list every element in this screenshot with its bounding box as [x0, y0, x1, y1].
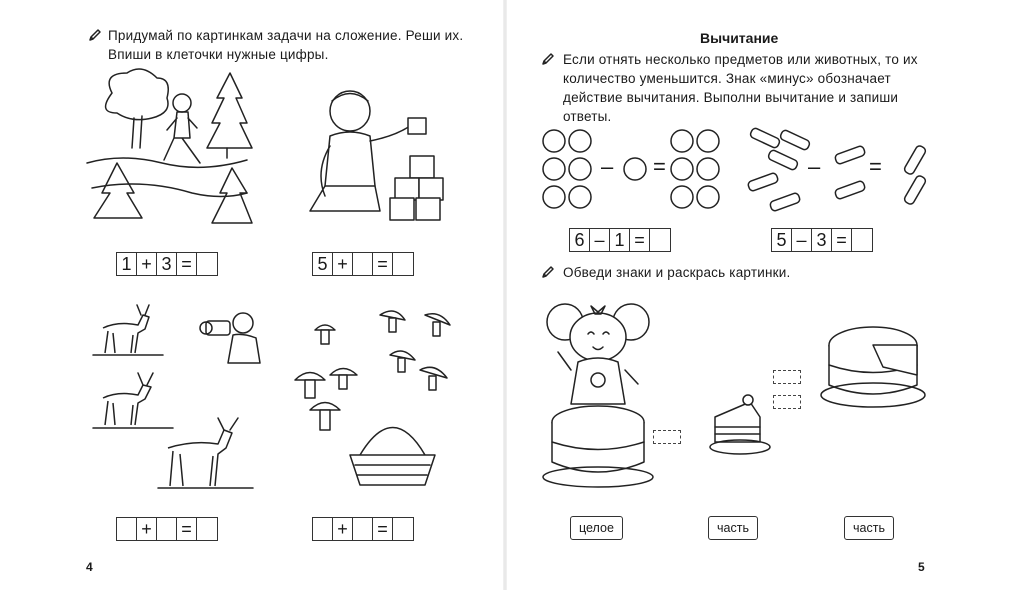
- answer-box-bottom[interactable]: [773, 395, 801, 409]
- label-whole: целое: [570, 516, 623, 540]
- equation-cell[interactable]: =: [630, 229, 650, 251]
- label-part: часть: [708, 516, 758, 540]
- equation-cell[interactable]: [117, 518, 137, 540]
- equation-row-3: [116, 517, 218, 541]
- equation-cell[interactable]: [393, 518, 413, 540]
- equation-cell[interactable]: +: [333, 518, 353, 540]
- equation-cell[interactable]: [650, 229, 670, 251]
- label-part: часть: [844, 516, 894, 540]
- subtraction-task-text: Если отнять несколько предметов или животных, то их количество уменьшится. Знак «минус» обозначает действие вычитания. Выполни вычитание и запиши ответы.: [563, 52, 918, 124]
- pencil-icon: [541, 265, 555, 279]
- answer-box-top[interactable]: [773, 370, 801, 384]
- trace-signs-task-text: Обведи знаки и раскрась картинки.: [563, 265, 791, 280]
- equation-cell[interactable]: +: [137, 518, 157, 540]
- equation-row-4: [312, 517, 414, 541]
- equation-row-2: [312, 252, 414, 276]
- equation-cell[interactable]: 6: [570, 229, 590, 251]
- equation-cell[interactable]: [852, 229, 872, 251]
- page-title: Вычитание: [700, 30, 779, 46]
- equation-cell[interactable]: 1: [117, 253, 137, 275]
- apples-illustration: [540, 125, 730, 215]
- equation-cell[interactable]: =: [832, 229, 852, 251]
- equation-cell[interactable]: [157, 518, 177, 540]
- pencil-icon: [541, 52, 555, 66]
- equals-sign: =: [869, 154, 882, 179]
- page-number: 4: [86, 560, 93, 574]
- equation-cell[interactable]: –: [590, 229, 610, 251]
- equation-cell[interactable]: –: [792, 229, 812, 251]
- equation-cell[interactable]: =: [373, 253, 393, 275]
- equation-row-1: [116, 252, 218, 276]
- equation-cell[interactable]: 3: [157, 253, 177, 275]
- equation-cell[interactable]: +: [137, 253, 157, 275]
- minus-sign: –: [808, 154, 821, 179]
- answer-box-whole[interactable]: [653, 430, 681, 444]
- mouse-with-cake-illustration: [543, 292, 663, 492]
- subtraction-equation-row-2: [771, 228, 873, 252]
- equation-cell[interactable]: 1: [610, 229, 630, 251]
- equation-cell[interactable]: [313, 518, 333, 540]
- equation-cell[interactable]: [353, 518, 373, 540]
- equation-cell[interactable]: 3: [812, 229, 832, 251]
- candies-illustration: [740, 125, 940, 220]
- equation-cell[interactable]: =: [373, 518, 393, 540]
- park-scene-illustration: [82, 68, 252, 238]
- equation-cell[interactable]: [353, 253, 373, 275]
- equation-cell[interactable]: =: [177, 518, 197, 540]
- minus-sign: –: [601, 154, 614, 179]
- pencil-icon: [88, 28, 102, 42]
- cut-cake-illustration: [823, 315, 933, 425]
- page-number: 5: [918, 560, 925, 574]
- equation-cell[interactable]: 5: [772, 229, 792, 251]
- equation-cell[interactable]: 5: [313, 253, 333, 275]
- left-task-text: Придумай по картинкам задачи на сложение. Реши их. Впиши в клеточки нужные цифры.: [108, 28, 464, 62]
- subtraction-equation-row-1: [569, 228, 671, 252]
- cake-slice-illustration: [710, 392, 770, 457]
- equals-sign: =: [653, 154, 666, 179]
- right-page: [505, 0, 1010, 590]
- boy-with-blocks-illustration: [300, 86, 450, 226]
- deer-and-photographer-illustration: [88, 298, 273, 498]
- equation-cell[interactable]: =: [177, 253, 197, 275]
- equation-cell[interactable]: [197, 253, 217, 275]
- mushrooms-and-basket-illustration: [285, 300, 465, 490]
- equation-cell[interactable]: [197, 518, 217, 540]
- equation-cell[interactable]: +: [333, 253, 353, 275]
- equation-cell[interactable]: [393, 253, 413, 275]
